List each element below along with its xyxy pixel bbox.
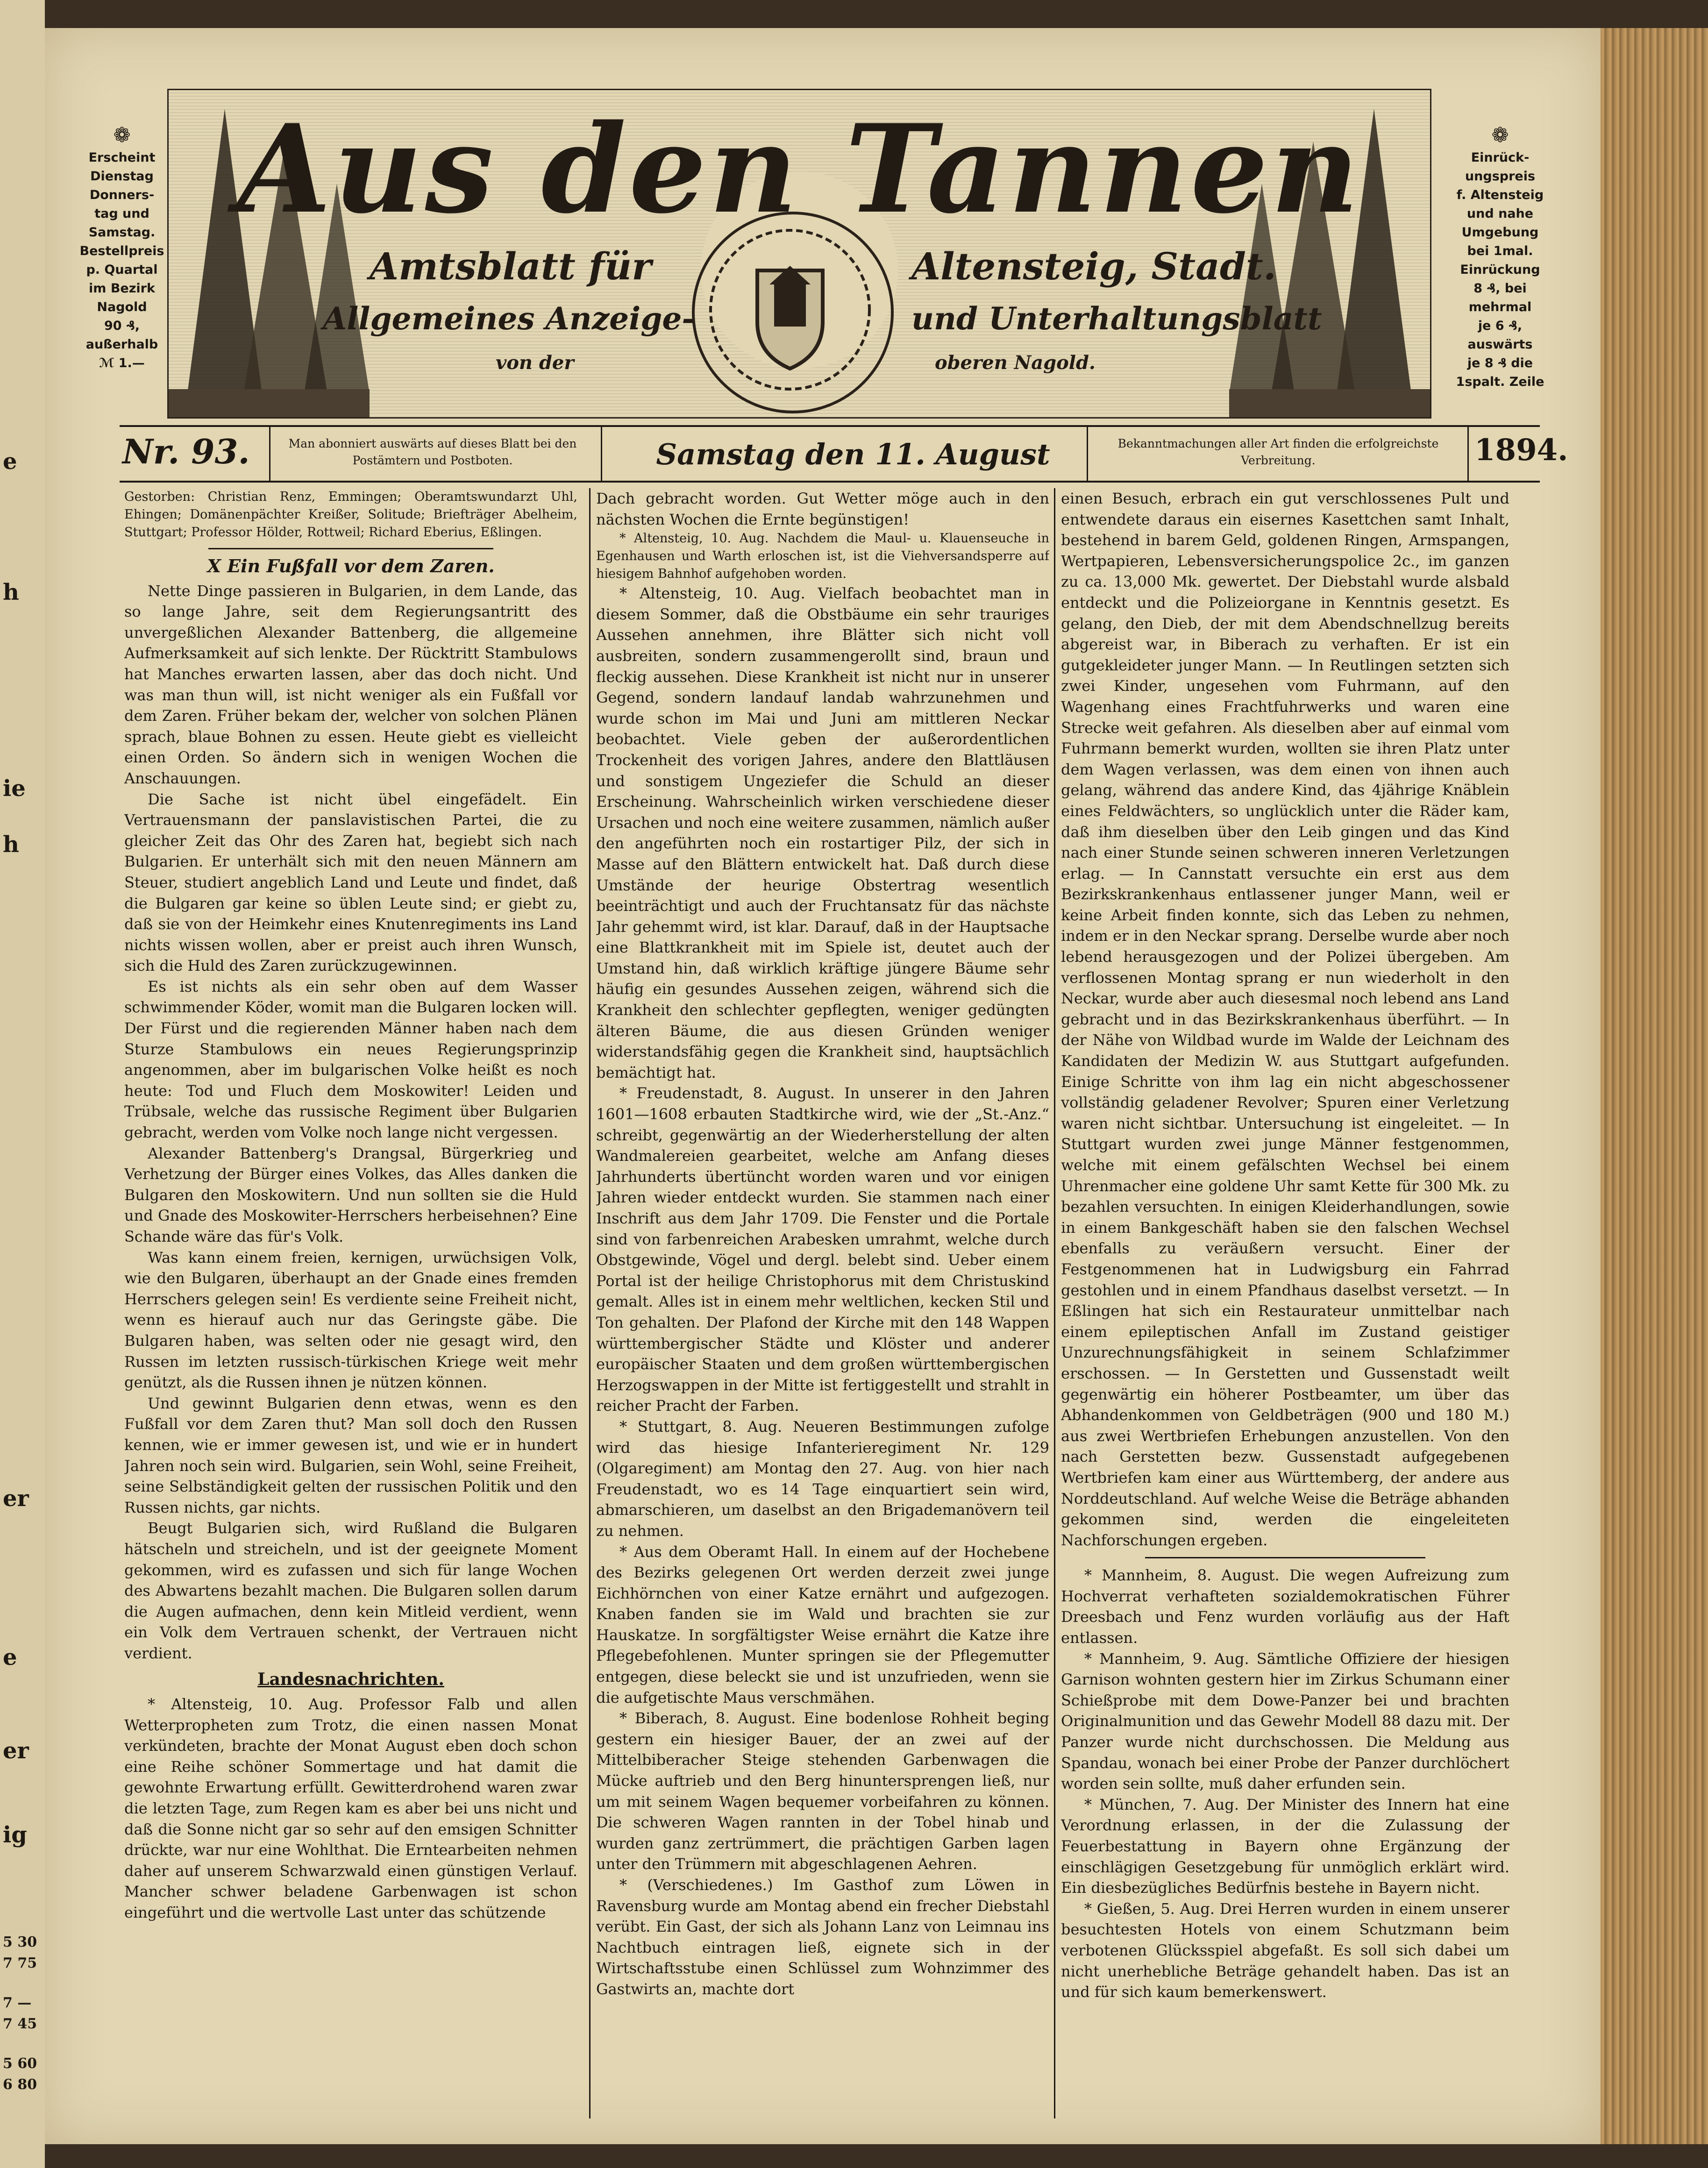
sidebar-line: Erscheint [88, 150, 156, 165]
column-divider [589, 488, 591, 2118]
masthead-line2-left: Allgemeines Anzeige- [323, 300, 695, 337]
column-divider [1054, 488, 1055, 2118]
sidebar-line: 8 ₰, bei [1473, 281, 1527, 296]
masthead-line2-right: und Unterhaltungsblatt [911, 300, 1322, 337]
article-paragraph: Die Sache ist nicht übel eingefädelt. Ein Vertrauensmann der panslavistischen Partei, die zu gleicher Zeit das Ohr des Zaren hat, begiebt sich nach Bulgarien. Er unterhält sich mit den neuen Männern am Steuer, studiert angeblich Land und Leute und findet, daß die Bulgaren gar keine so üblen Leute sind; er giebt zu, daß sie von der Heimkehr eines Knutenregiments ins Land nichts wissen wollen, aber er preist auch ihren Wunsch, sich die Huld des Zaren zurückzugewinnen. [124, 790, 577, 975]
masthead-line3-right: oberen Nagold. [935, 352, 1096, 374]
article-paragraph: Beugt Bulgarien sich, wird Rußland die Bulgaren hätscheln und streicheln, und ist der geeignete Moment gekommen, wird es zufassen und sich für lange Wochen des Abwartens bezahlt machen. Die Bulgaren sollen darum die Augen aufmachen, denn kein Mitleid verdient, wenn ein Volk dem Vertrauen schenkt, der Vertrauen nicht verdient. [124, 1519, 577, 1662]
sidebar-line: Umgebung [1461, 225, 1539, 240]
sidebar-line: Nagold [97, 300, 147, 314]
edge-number: 7 45 [3, 2016, 37, 2032]
article-paragraph: Was kann einem freien, kernigen, urwüchsigen Volk, wie den Bulgaren, überhaupt an der Gnade eines fremden Herrschers gelegen sein! Es verdiente seine Freiheit nicht, wenn es hierauf auch nur das Geringste gäbe. Die Bulgaren haben, was selten oder nie gesagt wird, den Russen im letzten russisch-türkischen Kriege weit mehr genützt, als die Russen ihnen je nützen können. [124, 1248, 577, 1392]
article-paragraph: * Aus dem Oberamt Hall. In einem auf der Hochebene des Bezirks gelegenen Ort werden derzeit zwei junge Eichhörnchen von einer Katze ernährt und aufgezogen. Knaben fanden sie im Wald und brachten sie zur Hauskatze. In sorgfältigster Weise ernährt die Katze ihre Pflegebefohlenen. Munter springen sie der Pflegemutter entgegen, diese beleckt sie und ist unzufrieden, wenn sie die aufgetischte Maus verschmähen. [596, 1542, 1049, 1706]
sidebar-line: außerhalb [85, 337, 158, 352]
sidebar-line: Bestellpreis [79, 244, 164, 258]
sidebar-line: im Bezirk [89, 281, 155, 296]
prev-edge-fragment: e [3, 448, 17, 475]
sidebar-right [1442, 123, 1559, 391]
sidebar-line: bei 1mal. [1467, 244, 1533, 258]
article-paragraph: * Mannheim, 9. Aug. Sämtliche Offiziere der hiesigen Garnison wohnten gestern hier im Zirkus Schumann einer Schießprobe mit dem Dowe-Panzer bei und brachten Originalmunition und das Gewehr Modell 88 dazu mit. Der Panzer wurde nicht durchschossen. Die Meldung aus Spandau, wonach bei einer Probe der Panzer durchlöchert worden sein sollte, muß daher erfunden sein. [1061, 1649, 1509, 1793]
sidebar-line: 1spalt. Zeile [1456, 375, 1544, 389]
edge-number: 7 — [3, 1995, 32, 2011]
article-paragraph: Und gewinnt Bulgarien denn etwas, wenn es den Fußfall vor dem Zaren thut? Man soll doch den Russen kennen, wie er immer gewesen ist, und wie er in hundert Jahren noch sein wird. Bulgarien, sein Wohl, seine Freiheit, seine Selbständigkeit gelten der russischen Politik und den Russen nichts, gar nichts. [124, 1394, 577, 1516]
sidebar-left [64, 123, 180, 373]
article-headline: X Ein Fußfall vor dem Zaren. [207, 555, 495, 576]
prev-edge-fragment: er [3, 1738, 29, 1764]
sidebar-line: p. Quartal [86, 263, 158, 277]
sidebar-line: je 6 ₰, [1478, 319, 1523, 333]
article-paragraph: * (Verschiedenes.) Im Gasthof zum Löwen in Ravensburg wurde am Montag abend ein frecher Diebstahl verübt. Ein Gast, der sich als Johann Lanz von Leimnau ins Nachtbuch eintragen ließ, eignete sich in der Wirtschaftsstube einen Schlüssel zum Wohnzimmer des Gastwirts an, machte dort [596, 1876, 1049, 1998]
sidebar-line: ℳ 1.— [99, 356, 145, 370]
advertising-note: Bekanntmachungen aller Art finden die erfolgreichste Verbreitung. [1117, 437, 1439, 467]
masthead-subtitle-left: Amtsblatt für [370, 244, 652, 288]
sidebar-line: je 8 ₰ die [1467, 356, 1533, 370]
article-paragraph: * Altensteig, 10. Aug. Professor Falb und allen Wetterpropheten zum Trotz, die einen nassen Monat verkündeten, brachte der Monat August eben doch schon eine Reihe schöner Sommertage und hat damit die gewohnte Erwartung erfüllt. Gewitterdrohend waren zwar die letzten Tage, zum Regen kam es aber bei uns nicht und daß die Sonne nicht gar so sehr auf den emsigen Schnitter drückte, war nur eine Wohlthat. Die Erntearbeiten nehmen daher auf unserem Schwarzwald einen günstigen Verlauf. Mancher schwer beladene Garbenwagen ist schon eingeführt und die wertvolle Last unter das schützende [124, 1695, 577, 1921]
column-3 [1061, 488, 1509, 2118]
masthead [167, 89, 1431, 419]
previous-page-edge [0, 0, 45, 2168]
article-paragraph: * Stuttgart, 8. Aug. Neueren Bestimmungen zufolge wird das hiesige Infanterieregiment Nr. 129 (Olgaregiment) am Montag den 27. Aug. von hier nach Freudenstadt, wo es 14 Tage einquartiert sein wird, abmarschieren, um daselbst an den Brigademanövern teil zu nehmen. [596, 1417, 1049, 1540]
article-paragraph: * München, 7. Aug. Der Minister des Innern hat eine Verordnung erlassen, in der die Zulassung der Feuerbestattung in Bayern ohne Ergänzung der einschlägigen Gesetzgebung für unmöglich erklärt wird. Ein diesbezügliches Bedürfnis bestehe in Bayern nicht. [1061, 1795, 1509, 1897]
sidebar-line: ungspreis [1465, 169, 1536, 184]
edge-number: 5 60 [3, 2055, 37, 2072]
prev-edge-fragment: er [3, 1486, 29, 1512]
issue-info-bar [120, 425, 1568, 483]
subscription-note: Man abonniert auswärts auf dieses Blatt bei den Postämtern und Postboten. [288, 437, 577, 467]
book-spine [1601, 28, 1708, 2144]
masthead-subtitle-right: Altensteig, Stadt. [911, 244, 1276, 288]
article-paragraph: einen Besuch, erbrach ein gut verschlossenes Pult und entwendete daraus ein eisernes Kasettchen samt Inhalt, bestehend in barem Geld, goldenen Ringen, Armspangen, Wertpapieren, Lebensversicherungspolice 2c., im ganzen zu ca. 13,000 Mk. gewertet. Der Diebstahl wurde alsbald entdeckt und die Polizeiorgane in Kenntnis gesetzt. Es gelang, den Dieb, der mit dem Abendschnellzug bereits abgereist war, in Biberach zu verhaften. Er ist ein gutgekleideter junger Mann. — In Reutlingen setzten sich zwei Kinder, ungesehen vom Fuhrmann, auf den Wagenhang eines Frachtfuhrwerks und waren eine Strecke weit gefahren. Als dieselben aber auf einmal vom Fuhrmann bemerkt wurden, wollten sie ihren Platz unter dem Wagen verlassen, was dem einen von ihnen auch gelang, während das andere Kind, das 4jährige Knäblein eines Feldwächters, so unglücklich unter die Räder kam, daß ihm dieselben über den Leib gingen und das Kind nach einer Stunde seinen schweren inneren Verletzungen erlag. — In Cannstatt versuchte ein erst aus dem Bezirkskrankenhaus entlassener junger Mann, weil er keine Arbeit finden konnte, sich das Leben zu nehmen, indem er in den Neckar sprang. Derselbe wurde aber noch lebend herausgezogen und der Polizei übergeben. Am verflossenen Montag sprang er nun wiederholt in den Neckar, wurde aber auch diesesmal noch lebend ans Land gebracht und in das Bezirkskrankenhaus überführt. — In der Nähe von Wildbad wurde im Walde der Leichnam des Kandidaten der Medizin W. aus Stuttgart aufgefunden. Einige Schritte von ihm lag ein nicht abgeschossener vollständig geladener Revolver; Spuren einer Verletzung waren nicht sichtbar. Untersuchung ist eingeleitet. — In Stuttgart wurden zwei junge Männer festgenommen, welche mit einem gefälschten Wechsel bei einem Uhrenmacher eine goldene Uhr samt Kette für 300 Mk. zu bezahlen versuchten. In einigen Kleiderhandlungen, sowie in einem Bankgeschäft haben sie den falschen Wechsel ebenfalls zu veräußern versucht. Einer der Festgenommenen hat in Ludwigsburg ein Fahrrad gestohlen und in einem Pfandhaus daselbst versetzt. — In Eßlingen hat sich ein Restaurateur unmittelbar nach einem epileptischen Anfall im Zustand geistiger Unzurechnungsfähigkeit in seinem Schlafzimmer erschossen. — In Gerstetten und Gussenstadt weilt gegenwärtig ein höherer Postbeamter, um über das Abhandenkommen von Geldbeträgen (900 und 180 M.) aus zwei Wertbriefen Erhebungen anzustellen. Von den nach Gerstetten bezw. Gussenstadt aufgegebenen Wertbriefen kam einer aus Württemberg, der andere aus Norddeutschland. Auf welche Weise die Beträge abhanden gekommen sind, werden die eingeleiteten Nachforschungen ergeben. [1061, 490, 1509, 1549]
article-paragraph: Dach gebracht worden. Gut Wetter möge auch in den nächsten Wochen die Ernte begünstigen! [596, 490, 1049, 528]
edge-number: 6 80 [3, 2076, 37, 2093]
issue-number: Nr. 93. [122, 432, 250, 471]
coat-of-arms-emblem [692, 212, 894, 413]
separator-rule [208, 548, 493, 549]
sidebar-line: 90 ₰, [104, 319, 140, 333]
prev-edge-fragment: h [3, 832, 19, 858]
section-heading: Landesnachrichten. [257, 1670, 444, 1690]
deaths-notice: Gestorben: Christian Renz, Emmingen; Oberamtswundarzt Uhl, Ehingen; Domänenpächter Kreißer, Solitude; Briefträger Abelheim, Stuttgart; Professor Hölder, Rottweil; Richard Eberius, Eßlingen. [124, 490, 577, 540]
issue-date: Samstag den 11. August [656, 437, 1050, 471]
prev-edge-fragment: ie [3, 775, 26, 802]
sidebar-line: Einrück- [1471, 150, 1530, 165]
ornament-icon: ❁ [1491, 123, 1509, 147]
article-paragraph: * Mannheim, 8. August. Die wegen Aufreizung zum Hochverrat verhafteten sozialdemokratischen Führer Dreesbach und Fenz wurden vorläufig aus der Haft entlassen. [1061, 1566, 1509, 1647]
column-2 [596, 488, 1049, 2118]
separator-rule [1145, 1557, 1425, 1558]
sidebar-line: mehrmal [1468, 300, 1532, 314]
prev-edge-fragment: ig [3, 1822, 27, 1848]
edge-number: 7 75 [3, 1955, 37, 1971]
sidebar-line: auswärts [1467, 337, 1533, 352]
masthead-line3-left: von der [496, 352, 574, 374]
newspaper-page [45, 28, 1601, 2144]
issue-year: 1894. [1474, 433, 1568, 468]
sidebar-line: Dienstag [90, 169, 154, 184]
prev-edge-fragment: e [3, 1644, 17, 1670]
shield-icon [695, 214, 885, 405]
prev-edge-fragment: h [3, 579, 19, 605]
newspaper-title: Aus den Tannen [236, 98, 1362, 241]
sidebar-line: und nahe [1466, 206, 1534, 221]
sidebar-line: Donners- [89, 188, 155, 202]
ornament-icon: ❁ [113, 123, 131, 147]
sidebar-line: tag und [94, 206, 149, 221]
article-paragraph: Nette Dinge passieren in Bulgarien, in dem Lande, das so lange Jahre, seit dem Regierungsantritt des unvergeßlichen Alexander Battenberg, die allgemeine Aufmerksamkeit auf sich lenkte. Der Rücktritt Stambulows hat Manches erwarten lassen, aber das doch nicht. Und was man thun will, ist nicht weniger als ein Fußfall vor dem Zaren. Früher bekam der, welcher von solchen Plänen sprach, blaue Bohnen zu essen. Heute giebt es vielleicht einen Orden. So ändern sich in wenigen Wochen die Anschauungen. [124, 582, 577, 787]
article-paragraph: * Biberach, 8. August. Eine bodenlose Rohheit beging gestern ein hiesiger Bauer, der an zwei auf der Mittelbiberacher Steige stehenden Garbenwagen die Mücke auftrieb und den Berg hinuntersprengen ließ, nur um mit seinem Wagen bequemer vorbeifahren zu können. Die schweren Wagen rannten in der Tobel hinab und wurden ganz zertrümmert, die prächtigen Garben lagen unter den Trümmern mit abgeschlagenen Aehren. [596, 1709, 1049, 1873]
article-paragraph: * Freudenstadt, 8. August. In unserer in den Jahren 1601—1608 erbauten Stadtkirche wird, wie der „St.-Anz.“ schreibt, gegenwärtig an der Wiederherstellung der alten Wandmalereien gearbeitet, welche am Anfang dieses Jahrhunderts übertüncht worden waren und vor einigen Jahren wieder entdeckt wurden. Sie stammen nach einer Inschrift aus dem Jahr 1709. Die Fenster und die Portale sind von farbenreichen Arabesken umrahmt, welche durch Obstgewinde, Vögel und dergl. belebt sind. Ueber einem Portal ist der heilige Christophorus mit dem Christuskind gemalt. Alles ist in einem mehr weltlichen, kecken Stil und Ton gehalten. Der Plafond der Kirche mit den 148 Wappen württembergischer Städte und Klöster und anderer europäischer Staaten und dem großen württembergischen Herzogswappen in der Mitte ist fertiggestellt und strahlt in reicher Pracht der Farben. [596, 1084, 1049, 1415]
sidebar-line: Einrückung [1460, 263, 1540, 277]
sidebar-line: Samstag. [88, 225, 156, 240]
article-paragraph: Es ist nichts als ein sehr oben auf dem Wasser schwimmender Köder, womit man die Bulgaren locken will. Der Fürst und die regierenden Männer haben nach dem Sturze Stambulows ein neues Regierungsprinzip angenommen, aber im bulgarischen Volke heißt es noch heute: Tod und Fluch dem Moskowiter! Leiden und Trübsale, welche das russische Regiment über Bulgarien gebracht, werden vom Volke noch lange nicht vergessen. [124, 977, 577, 1142]
article-paragraph: * Gießen, 5. Aug. Drei Herren wurden in einem unserer besuchtesten Hotels von einem Schutzmann beim verbotenen Glücksspiel abgefaßt. Es soll sich dabei um nicht unerhebliche Beträge gehandelt haben. Das ist an und für sich kaum bemerkenswert. [1061, 1899, 1509, 2001]
column-1 [124, 488, 577, 2118]
edge-number: 5 30 [3, 1934, 37, 1950]
article-paragraph: * Altensteig, 10. Aug. Nachdem die Maul- u. Klauenseuche in Egenhausen und Warth erloschen ist, ist die Viehversandsperre auf hiesigem Bahnhof aufgehoben worden. [596, 531, 1049, 582]
article-paragraph: Alexander Battenberg's Drangsal, Bürgerkrieg und Verhetzung der Bürger eines Volkes, das Alles danken die Bulgaren den Moskowitern. Und nun sollten sie die Huld und Gnade des Moskowiter-Herrschers herbeisehnen? Eine Schande wäre das für's Volk. [124, 1144, 577, 1245]
sidebar-line: f. Altensteig [1456, 188, 1544, 202]
article-paragraph: * Altensteig, 10. Aug. Vielfach beobachtet man in diesem Sommer, daß die Obstbäume ein sehr trauriges Aussehen annehmen, ihre Blätter sich nicht voll ausbreiten, sondern zusammengerollt sind, braun und fleckig aussehen. Diese Krankheit ist nicht nur in unserer Gegend, sondern landauf landab wahrzunehmen und wurde schon im Mai und Juni am mittleren Neckar beobachtet. Viele geben der außerordentlichen Trockenheit des vorigen Jahres, andere den Blattläusen und sonstigem Ungeziefer die Schuld an dieser Erscheinung. Wahrscheinlich wirken verschiedene dieser Ursachen und noch eine weitere zusammen, nämlich außer den angeführten noch ein rostartiger Pilz, der sich in Masse auf den Blättern entwickelt hat. Daß durch diese Umstände der heurige Obstertrag wesentlich beeinträchtigt und auch der Fruchtansatz für das nächste Jahr gehemmt wird, ist klar. Darauf, daß in der Hauptsache eine Blattkrankheit mit im Spiele ist, deutet auch der Umstand hin, daß wirklich kräftige jüngere Bäume sehr häufig ein gesundes Aussehen zeigen, während sich die Krankheit den schlechter gepflegten, weniger gedüngten älteren Bäume, die aus diesen Gründen weniger widerstandsfähig gegen die Krankheit sind, hauptsächlich bemächtigt hat. [596, 584, 1049, 1081]
